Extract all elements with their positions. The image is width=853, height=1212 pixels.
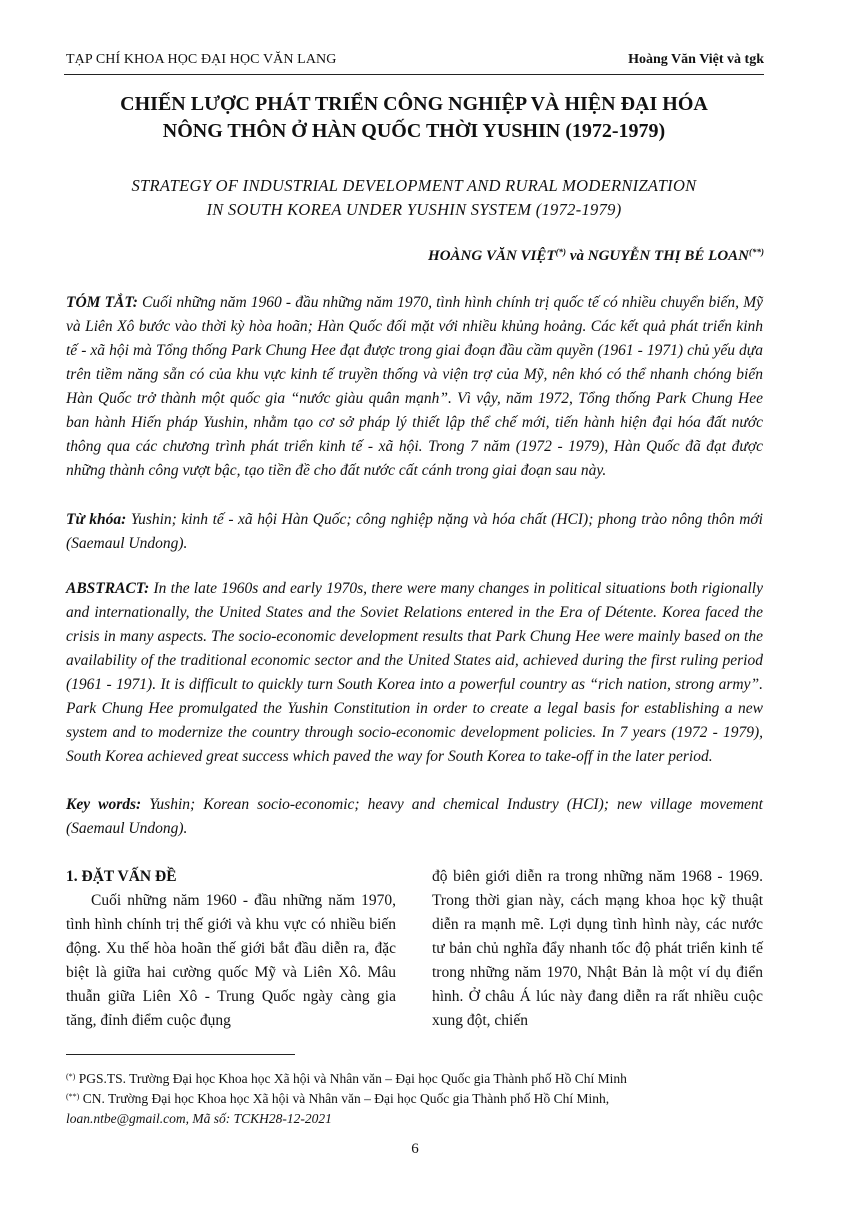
body-paragraph-right: độ biên giới diễn ra trong những năm 1968 - 1969. Trong thời gian này, cách mạng khoa học kỹ thuật diễn ra mạnh mẽ. Lợi dụng tình hình này, các nước tư bản chủ nghĩa đẩy nhanh tốc độ phát triển kinh tế trong những năm 1970, Nhật Bản là một ví dụ điển hình. Ở châu Á lúc này đang diễn ra rất nhiều cuộc xung đột, chiến — [432, 868, 763, 1029]
abstract-en — [66, 577, 763, 769]
abstract-vn-label: TÓM TẮT: — [66, 294, 138, 311]
title-en-line1: STRATEGY OF INDUSTRIAL DEVELOPMENT AND RURAL MODERNIZATION — [131, 176, 697, 195]
keywords-vn-text: Yushin; kinh tế - xã hội Hàn Quốc; công nghiệp nặng và hóa chất (HCI); phong trào nông thôn mới (Saemaul Undong). — [66, 511, 763, 552]
author-1: HOÀNG VĂN VIỆT — [428, 248, 556, 264]
body-left-column — [66, 865, 396, 1033]
paper-title-en — [64, 174, 764, 222]
author-1-mark: (*) — [555, 247, 567, 257]
abstract-vn — [66, 291, 763, 483]
footnote-rule — [66, 1054, 295, 1055]
footnote-1-mark: (*) — [66, 1072, 76, 1081]
section-heading: 1. ĐẶT VẤN ĐỀ — [66, 868, 177, 885]
page-number: 6 — [411, 1141, 419, 1157]
body-paragraph-left: Cuối những năm 1960 - đầu những năm 1970, tình hình chính trị thế giới và khu vực có nhiều biến động. Xu thế hòa hoãn thế giới bắt đầu diễn ra, đặc biệt là giữa hai cường quốc Mỹ và Liên Xô. Mâu thuẫn giữa Liên Xô - Trung Quốc ngày càng gia tăng, đỉnh điểm cuộc đụng — [66, 892, 396, 1029]
author-joiner: và — [566, 248, 588, 264]
footnote-1 — [66, 1067, 766, 1089]
keywords-en-text: Yushin; Korean socio-economic; heavy and chemical Industry (HCI); new village movement (Saemaul Undong). — [66, 796, 763, 837]
keywords-vn-label: Từ khóa: — [66, 511, 127, 528]
body-right-column — [432, 865, 763, 1033]
footnote-2 — [66, 1087, 766, 1129]
abstract-en-text: In the late 1960s and early 1970s, there were many changes in political situations both rigionally and internationally, the United States and the Soviet Relations entered in the Era of Détente. Korea faced the crisis in many aspects. The socio-economic development results that Park Chung Hee were mainly based on the availability of the traditional economic sector and the United States aid, achieved during the first ruling period (1961 - 1971). It is difficult to quickly turn South Korea into a powerful country as “rich nation, strong army”. Park Chung Hee promulgated the Yushin Constitution in order to create a legal basis for establishing a new system and to modernize the country through socio-economic development policies. In 7 years (1972 - 1979), South Korea achieved great success which paved the way for South Korea to take-off in the later period. — [66, 580, 763, 765]
footnote-2-text: CN. Trường Đại học Khoa học Xã hội và Nhân văn – Đại học Quốc gia Thành phố Hồ Chí Minh, — [79, 1091, 610, 1106]
abstract-en-label: ABSTRACT: — [66, 580, 150, 597]
header-rule — [64, 74, 764, 75]
keywords-en-label: Key words: — [66, 796, 142, 813]
abstract-vn-text: Cuối những năm 1960 - đầu những năm 1970, tình hình chính trị quốc tế có nhiều chuyển biến, Mỹ và Liên Xô bước vào thời kỳ hòa hoãn; Hàn Quốc đối mặt với nhiều khủng hoảng. Các kết quả phát triển kinh tế - xã hội mà Tổng thống Park Chung Hee đạt được trong giai đoạn đầu cầm quyền (1961 - 1971) chủ yếu dựa trên tiềm năng sẵn có của khu vực kinh tế truyền thống và viện trợ của Mỹ, nên khó có thể nhanh chóng biến Hàn Quốc trở thành một quốc gia “nước giàu quân mạnh”. Vì vậy, năm 1972, Tổng thống Park Chung Hee ban hành Hiến pháp Yushin, nhằm tạo cơ sở pháp lý thiết lập thể chế mới, tiến hành hiện đại hóa đất nước thông qua các chương trình phát triển kinh tế - xã hội. Trong 7 năm (1972 - 1979), Hàn Quốc đã đạt được những thành công vượt bậc, tạo tiền đề cho đất nước cất cánh trong giai đoạn sau này. — [66, 294, 763, 479]
author-2-mark: (**) — [749, 247, 764, 257]
keywords-en — [66, 793, 763, 841]
title-vn-line2: NÔNG THÔN Ở HÀN QUỐC THỜI YUSHIN (1972-1979) — [162, 120, 666, 142]
running-authors: Hoàng Văn Việt và tgk — [628, 52, 764, 67]
footnote-1-text: PGS.TS. Trường Đại học Khoa học Xã hội và Nhân văn – Đại học Quốc gia Thành phố Hồ Chí Minh — [75, 1071, 627, 1086]
title-vn-line1: CHIẾN LƯỢC PHÁT TRIỂN CÔNG NGHIỆP VÀ HIỆN ĐẠI HÓA — [120, 93, 708, 115]
keywords-vn — [66, 508, 763, 556]
footnote-2-email: loan.ntbe@gmail.com, Mã số: TCKH28-12-2021 — [66, 1111, 332, 1126]
journal-header: TẠP CHÍ KHOA HỌC ĐẠI HỌC VĂN LANG — [66, 52, 337, 67]
title-en-line2: IN SOUTH KOREA UNDER YUSHIN SYSTEM (1972-1979) — [206, 200, 622, 219]
author-line — [428, 247, 764, 265]
author-2: NGUYỄN THỊ BÉ LOAN — [587, 248, 749, 264]
footnote-2-mark: (**) — [66, 1092, 80, 1101]
paper-title-vn — [64, 91, 764, 145]
